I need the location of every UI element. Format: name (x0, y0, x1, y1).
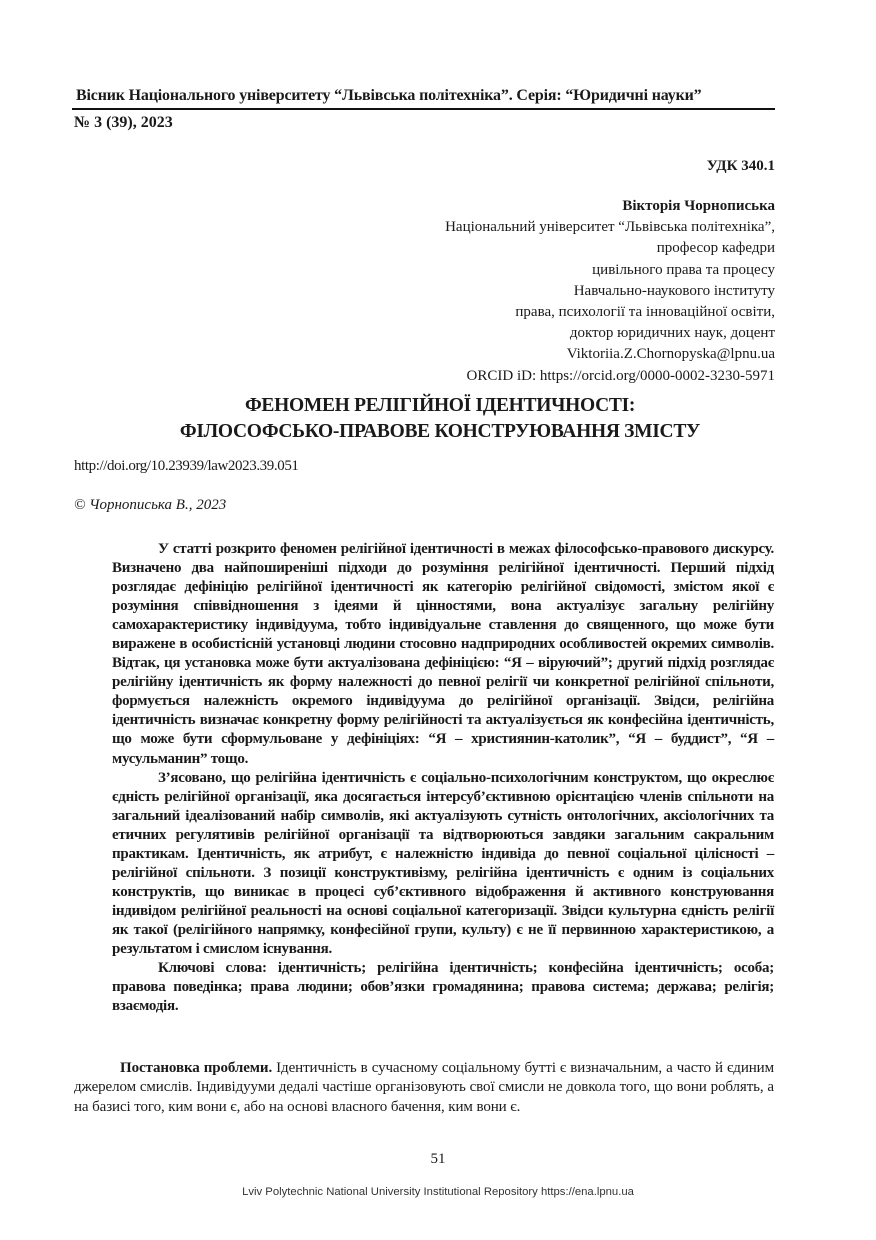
udc-code: УДК 340.1 (706, 158, 775, 174)
abstract-paragraph: У статті розкрито феномен релігійної ідентичності в межах філософсько-правового дискурсу. Визначено два найпоширеніші підходи до розуміння релігійної ідентичності. Перший підхід розглядає дефініцію релігійної ідентичності як категорію релігійної свідомості, змістом якої є розуміння співвідношення з ідеями й цінностями, вона актуалізує загальну релігійну самохарактеристику індивідуума, тобто індивідуальне ставлення до священного, що може бути виражене в особистісній установці людини стосовно надприродних особливостей окремих символів. Відтак, ця установка може бути актуалізована дефініцією: “Я – віруючий”; другий підхід розглядає релігійну ідентичність як форму належності до певної релігії чи конкретної релігійної спільноти, формується належність окремого індивідуума до релігійної організації. Звідси, релігійна ідентичність визначає конкретну форму релігійності та актуалізується як конфесійна ідентичність, що може бути сформульоване у дефініціях: “Я – християнин-католик”, “Я – буддист”, “Я – мусульманин” тощо. (112, 541, 774, 767)
keywords: Ключові слова: ідентичність; релігійна ідентичність; конфесійна ідентичність; особа; правова поведінка; права людини; обов’язки громадянина; правова система; держава; релігія; взаємодія. (112, 960, 774, 1015)
affiliation-line: цивільного права та процесу (592, 261, 775, 278)
affiliation-line: права, психології та інноваційної освіти, (515, 304, 775, 321)
abstract-paragraph: З’ясовано, що релігійна ідентичність є соціально-психологічним конструктом, що окреслює єдність релігійної організації, яка досягається інтерсуб’єктивною орієнтацією членів спільноти на загальний ідеалізований набір символів, які актуалізують сутність онтологічних, аксіологічних та етичних регулятивів релігійної організації та відтворюються завдяки загальним сакральним практикам. Ідентичність, як атрибут, є належністю індивіда до певної соціальної цілісності – релігійної спільноти. З позиції конструктивізму, релігійна ідентичність є одним із соціальних конструктів, що виникає в процесі суб’єктивного відображення й активного конструювання індивідом релігійної реальності на основі соціальної категоризації. Звідси культурна єдність релігії як такої (релігійного напрямку, конфесійної групи, культу) є не її первинною характеристикою, а результатом і смислом існування. (112, 769, 774, 957)
affiliation-line: доктор юридичних наук, доцент (569, 325, 775, 342)
doi-link[interactable]: http://doi.org/10.23939/law2023.39.051 (74, 458, 299, 474)
author-orcid[interactable]: ORCID iD: https://orcid.org/0000-0002-3230-5971 (466, 367, 775, 384)
affiliation-line: професор кафедри (656, 240, 775, 257)
page-number: 51 (430, 1151, 446, 1167)
header-divider (72, 108, 775, 110)
article-title-line: ФЕНОМЕН РЕЛІГІЙНОЇ ІДЕНТИЧНОСТІ: (244, 395, 636, 416)
section-heading: Постановка проблеми. (120, 1060, 273, 1076)
body-paragraph (74, 1059, 774, 1117)
affiliation-line: Національний університет “Львівська політехніка”, (445, 219, 775, 236)
author-name: Вікторія Чорнописька (622, 198, 775, 214)
section-text: Ідентичність в сучасному соціальному бутті є визначальним, а часто й єдиним джерелом смислів. Індивідууми дедалі частіше організовують свої смисли не довкола того, що вони роблять, а на базисі того, ким вони є, або на основі власного бачення, ким вони є. (74, 1060, 774, 1115)
author-block (275, 196, 775, 387)
body-section (74, 1059, 774, 1117)
issue-number: № 3 (39), 2023 (74, 114, 173, 131)
article-title (60, 393, 820, 445)
author-email[interactable]: Viktoriia.Z.Chornopyska@lpnu.ua (566, 346, 775, 363)
journal-title: Вісник Національного університету “Львівська політехніка”. Серія: “Юридичні науки” (76, 86, 702, 104)
repository-footer: Lviv Polytechnic National University Institutional Repository https://ena.lpnu.ua (242, 1186, 634, 1198)
affiliation-line: Навчально-наукового інституту (573, 282, 775, 299)
abstract (112, 540, 774, 1016)
copyright-notice: © Чорнописька В., 2023 (74, 497, 227, 513)
article-title-line: ФІЛОСОФСЬКО-ПРАВОВЕ КОНСТРУЮВАННЯ ЗМІСТУ (179, 421, 701, 442)
